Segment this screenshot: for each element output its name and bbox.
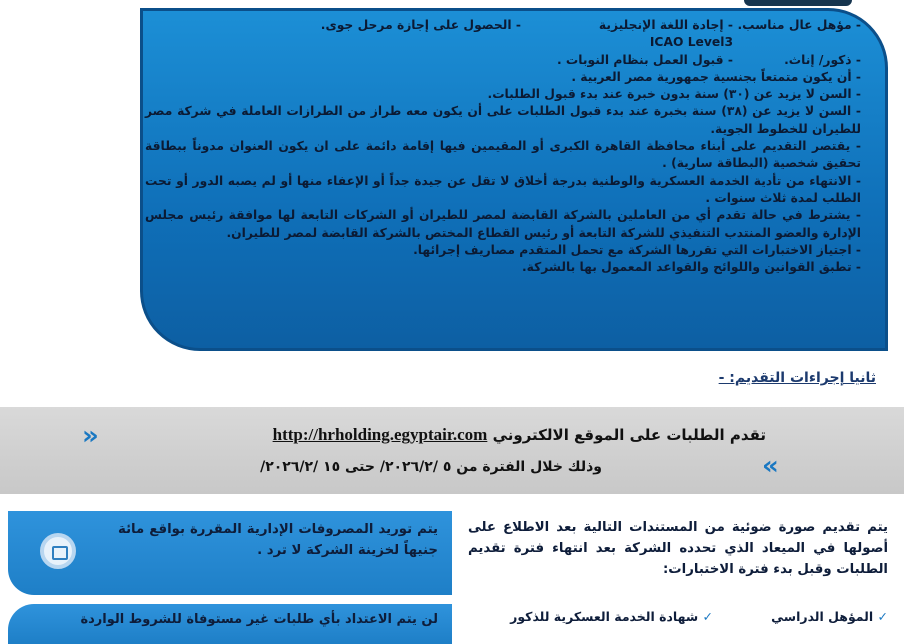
reject-box xyxy=(8,604,452,644)
requirements-box xyxy=(140,8,888,351)
icao-level: ICAO Level3 xyxy=(649,35,733,50)
requirement-nationality: - أن يكون متمتعاً بجنسية جمهورية مصر العربية . xyxy=(571,69,861,84)
top-tab-decoration xyxy=(744,0,852,6)
double-chevron-icon: « xyxy=(82,421,99,451)
document-item-label: المؤهل الدراسي xyxy=(771,609,874,624)
apply-band xyxy=(0,407,904,494)
documents-list xyxy=(468,609,888,624)
requirement-qualification: - مؤهل عال مناسب. xyxy=(737,18,861,32)
documents-box xyxy=(458,511,898,630)
requirement-row-1 xyxy=(145,17,861,52)
requirement-age-no-experience: - السن لا يزيد عن (٣٠) سنة بدون خبرة عند بدء قبول الطلبات. xyxy=(487,87,861,102)
requirement-gender: - ذكور/ إناث. xyxy=(784,52,861,67)
requirement-license: - الحصول على إجازة مرحل جوى. xyxy=(320,18,521,32)
requirements-list xyxy=(145,17,861,276)
document-item-label: شهادة الخدمة العسكرية للذكور xyxy=(510,609,699,624)
requirement-military: - الانتهاء من تأدية الخدمة العسكرية والوطنية بدرجة أخلاق لا تقل عن جيدة جداً أو الإعفاء منها أو لم يصبه الدور أو تحت الطلب لمدة ثلاث سنوات . xyxy=(145,173,861,205)
check-icon: ✓ xyxy=(877,609,888,624)
apply-prefix: تقدم الطلبات على الموقع الالكتروني xyxy=(492,426,766,444)
fee-box xyxy=(8,511,452,595)
document-item xyxy=(510,609,713,624)
requirement-laws: - تطبق القوانين واللوائح والقواعد المعمول بها بالشركة. xyxy=(521,260,861,275)
requirement-employee-approval: - يشترط في حالة تقدم أي من العاملين بالشركة القابضة لمصر للطيران أو الشركات التابعة لها موافقة رئيس مجلس الإدارة والعضو المنتدب التنفيذي للشركة التابعة أو رئيس القطاع المختص بالشركة القابضة لمصر للطيران. xyxy=(145,208,861,240)
double-chevron-icon: » xyxy=(762,451,779,481)
document-item xyxy=(713,609,888,624)
requirement-english-label: - إجادة اللغة الإنجليزية xyxy=(598,18,733,32)
document-icon xyxy=(40,533,76,569)
apply-period: وذلك خلال الفترة من ٥ /٢٠٢٦/٢/ حتى ١٥ /٢٠٢٦/٢/ xyxy=(260,459,602,475)
check-icon: ✓ xyxy=(702,609,713,624)
fee-text: يتم توريد المصروفات الإدارية المقررة بواقع مائة جنيهاً لخزينة الشركة لا ترد . xyxy=(118,522,438,558)
apply-url-link[interactable]: http://hrholding.egyptair.com xyxy=(272,425,488,444)
requirement-english xyxy=(521,17,733,52)
section-title: ثانيا إجراءات التقديم: - xyxy=(718,370,876,386)
requirement-residence: - يقتصر التقديم على أبناء محافظة القاهرة الكبرى أو المقيمين فيها إقامة دائمة على ان يكون العنوان مدوناً ببطاقة تحقيق شخصية (البطاقة سارية) . xyxy=(145,139,861,171)
requirement-age-experience: - السن لا يزيد عن (٣٨) سنة بخبرة عند بدء قبول الطلبات على أن يكون معه طراز من الطرازات العاملة في شركة مصر للطيران للخطوط الجوية. xyxy=(145,104,861,136)
apply-line-website xyxy=(273,425,766,445)
requirement-row-2 xyxy=(145,52,861,69)
requirement-tests: - اجتياز الاختبارات التي تقررها الشركة مع تحمل المتقدم مصاريف إجرائها. xyxy=(413,242,861,257)
reject-text: لن يتم الاعتداد بأي طلبات غير مستوفاة للشروط الواردة xyxy=(80,612,438,627)
documents-intro: يتم تقديم صورة ضوئية من المستندات التالية بعد الاطلاع على أصولها في الميعاد الذي تحدده الشركة بعد انتهاء فترة تقديم الطلبات وقبل بدء فترة الاختبارات: xyxy=(468,520,888,577)
requirement-shifts: - قبول العمل بنظام النوبات . xyxy=(556,52,733,67)
